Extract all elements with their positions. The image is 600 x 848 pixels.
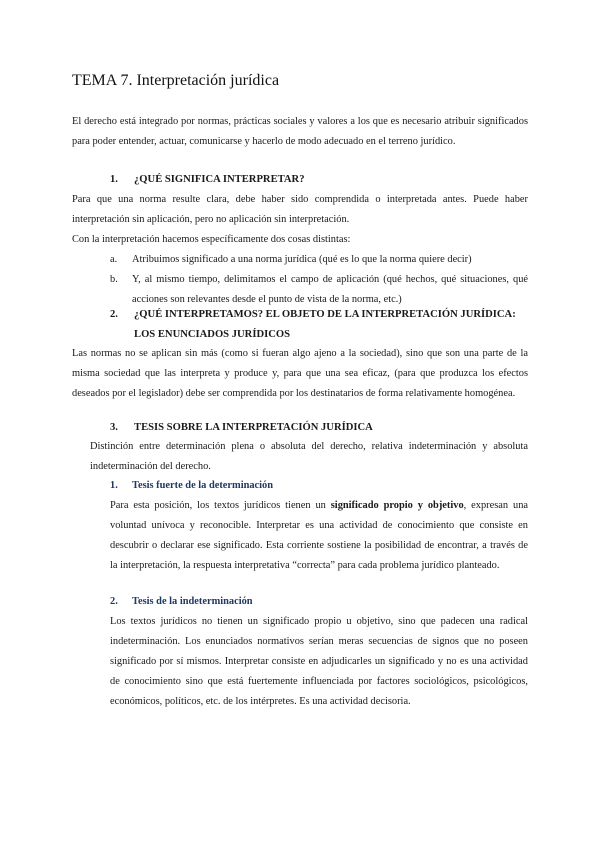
section-2-title-line-2: LOS ENUNCIADOS JURÍDICOS xyxy=(134,329,290,340)
subsection-2-number: 2. xyxy=(110,596,118,607)
subsection-1-text-start: Para esta posición, los textos jurídicos tienen un xyxy=(110,500,331,511)
section-2-title-line-1: ¿QUÉ INTERPRETAMOS? EL OBJETO DE LA INTERPRETACIÓN JURÍDICA: xyxy=(134,309,516,320)
section-1-heading xyxy=(110,170,305,190)
section-1-paragraph-2: Con la interpretación hacemos específicamente dos cosas distintas: xyxy=(72,234,351,245)
section-3-number: 3. xyxy=(110,422,118,433)
list-item xyxy=(110,270,528,310)
section-1-title: ¿QUÉ SIGNIFICA INTERPRETAR? xyxy=(134,174,305,185)
subsection-1-paragraph xyxy=(110,496,528,576)
subsection-1-number: 1. xyxy=(110,480,118,491)
subsection-1-title: Tesis fuerte de la determinación xyxy=(132,480,274,491)
subsection-1-bold-text: significado propio y objetivo xyxy=(330,500,464,511)
section-3-heading xyxy=(110,418,373,438)
document-title: TEMA 7. Interpretación jurídica xyxy=(72,72,280,89)
subsection-2-paragraph: Los textos jurídicos no tienen un significado propio u objetivo, sino que padecen una radical indeterminación. Los enunciados normativos serían meras secuencias de signos que no poseen significado por sí mismos. Interpretar consiste en adjudicarles un significado y no es una actividad de conocimiento sino que está fuertemente influenciada por factores sociológicos, psicológicos, económicos, políticos, etc. de los intérpretes. Es una actividad decisoria. xyxy=(110,616,528,707)
list-marker: b. xyxy=(110,274,118,285)
section-1-paragraph-1: Para que una norma resulte clara, debe haber sido comprendida o interpretada antes. Puede haber interpretación sin aplicación, pero no aplicación sin interpretación. xyxy=(72,194,528,225)
list-item-text: Y, al mismo tiempo, delimitamos el campo de aplicación (qué hechos, qué situaciones, qué acciones son relevantes desde el punto de vista de la norma, etc.) xyxy=(132,274,528,305)
section-3-title: TESIS SOBRE LA INTERPRETACIÓN JURÍDICA xyxy=(134,422,373,433)
list-item xyxy=(110,250,528,270)
subsection-1-text-end: , expresan una voluntad unívoca y reconocible. Interpretar es una actividad de conocimiento que consiste en descubrir o declarar ese significado. Esta corriente sostiene la posibilidad de encontrar, a través de la interpretación, la respuesta interpretativa “correcta” para cada problema jurídico planteado. xyxy=(110,500,528,571)
section-3-paragraph: Distinción entre determinación plena o absoluta del derecho, relativa indeterminación y absoluta indeterminación del derecho. xyxy=(90,441,528,472)
list-marker: a. xyxy=(110,254,118,265)
list-item-text: Atribuimos significado a una norma jurídica (qué es lo que la norma quiere decir) xyxy=(132,254,472,265)
subsection-1-heading xyxy=(110,476,273,496)
section-2-heading xyxy=(110,305,530,345)
section-2-paragraph: Las normas no se aplican sin más (como si fueran algo ajeno a la sociedad), sino que son una parte de la misma sociedad que las interpreta y produce y, para que una sea eficaz, (para que produzca los efectos deseados por el legislador) debe ser comprendida por los destinatarios de forma relativamente homogénea. xyxy=(72,348,528,399)
subsection-2-title: Tesis de la indeterminación xyxy=(132,596,253,607)
section-2-number: 2. xyxy=(110,309,118,320)
section-1-number: 1. xyxy=(110,174,118,185)
subsection-2-heading xyxy=(110,592,253,612)
intro-paragraph: El derecho está integrado por normas, prácticas sociales y valores a los que es necesario atribuir significados para poder entender, actuar, comunicarse y hacerlo de modo adecuado en el terreno jurídico. xyxy=(72,116,528,147)
